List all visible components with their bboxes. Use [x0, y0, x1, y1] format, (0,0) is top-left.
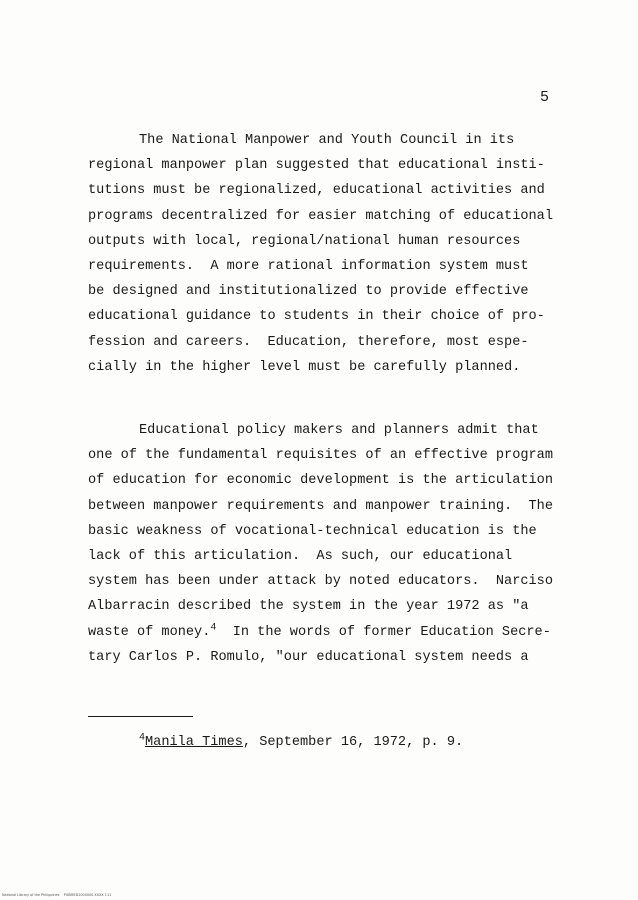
text-segment: In the words of former Education Secre- [216, 624, 551, 640]
footnote-citation: , September 16, 1972, p. 9. [242, 735, 464, 750]
text-line: regional manpower plan suggested that educational insti- [88, 158, 545, 174]
text-line: tutions must be regionalized, educational activities and [88, 183, 545, 199]
text-line: system has been under attack by noted educators. Narciso [88, 574, 553, 590]
page-number: 5 [540, 89, 550, 106]
text-line: fession and careers. Education, therefore, most espe- [88, 334, 529, 350]
text-line: be designed and institutionalized to provide effective [88, 284, 529, 300]
text-line: basic weakness of vocational-technical education is the [88, 523, 537, 539]
footnote-divider [88, 716, 193, 717]
text-line: one of the fundamental requisites of an effective program [88, 448, 553, 464]
paragraph-1 [88, 128, 628, 380]
footnote [139, 732, 464, 750]
text-line: educational guidance to students in their choice of pro- [88, 309, 545, 325]
footnote-reference: 4 [210, 621, 217, 633]
text-line: Educational policy makers and planners admit that [139, 423, 539, 438]
text-line: requirements. A more rational information system must [88, 258, 529, 274]
text-line: The National Manpower and Youth Council in its [139, 133, 515, 148]
text-line: outputs with local, regional/national human resources [88, 233, 521, 249]
text-line: between manpower requirements and manpower training. The [88, 498, 553, 514]
text-segment: waste of money. [88, 624, 211, 640]
text-line: of education for economic development is the articulation [88, 473, 553, 489]
paragraph-2 [88, 418, 628, 670]
archive-stamp: National Library of the Philippines PUBMED2000000 XXXX 111 [2, 893, 112, 897]
text-line-with-footnote [88, 620, 628, 645]
text-line: tary Carlos P. Romulo, "our educational system needs a [88, 649, 529, 665]
text-line: lack of this articulation. As such, our educational [88, 548, 513, 564]
text-line: programs decentralized for easier matching of educational [88, 208, 553, 224]
text-line: Albarracin described the system in the year 1972 as "a [88, 599, 529, 615]
footnote-marker: 4 [139, 732, 146, 744]
text-line: cially in the higher level must be carefully planned. [88, 359, 521, 375]
footnote-title: Manila Times [145, 735, 243, 750]
